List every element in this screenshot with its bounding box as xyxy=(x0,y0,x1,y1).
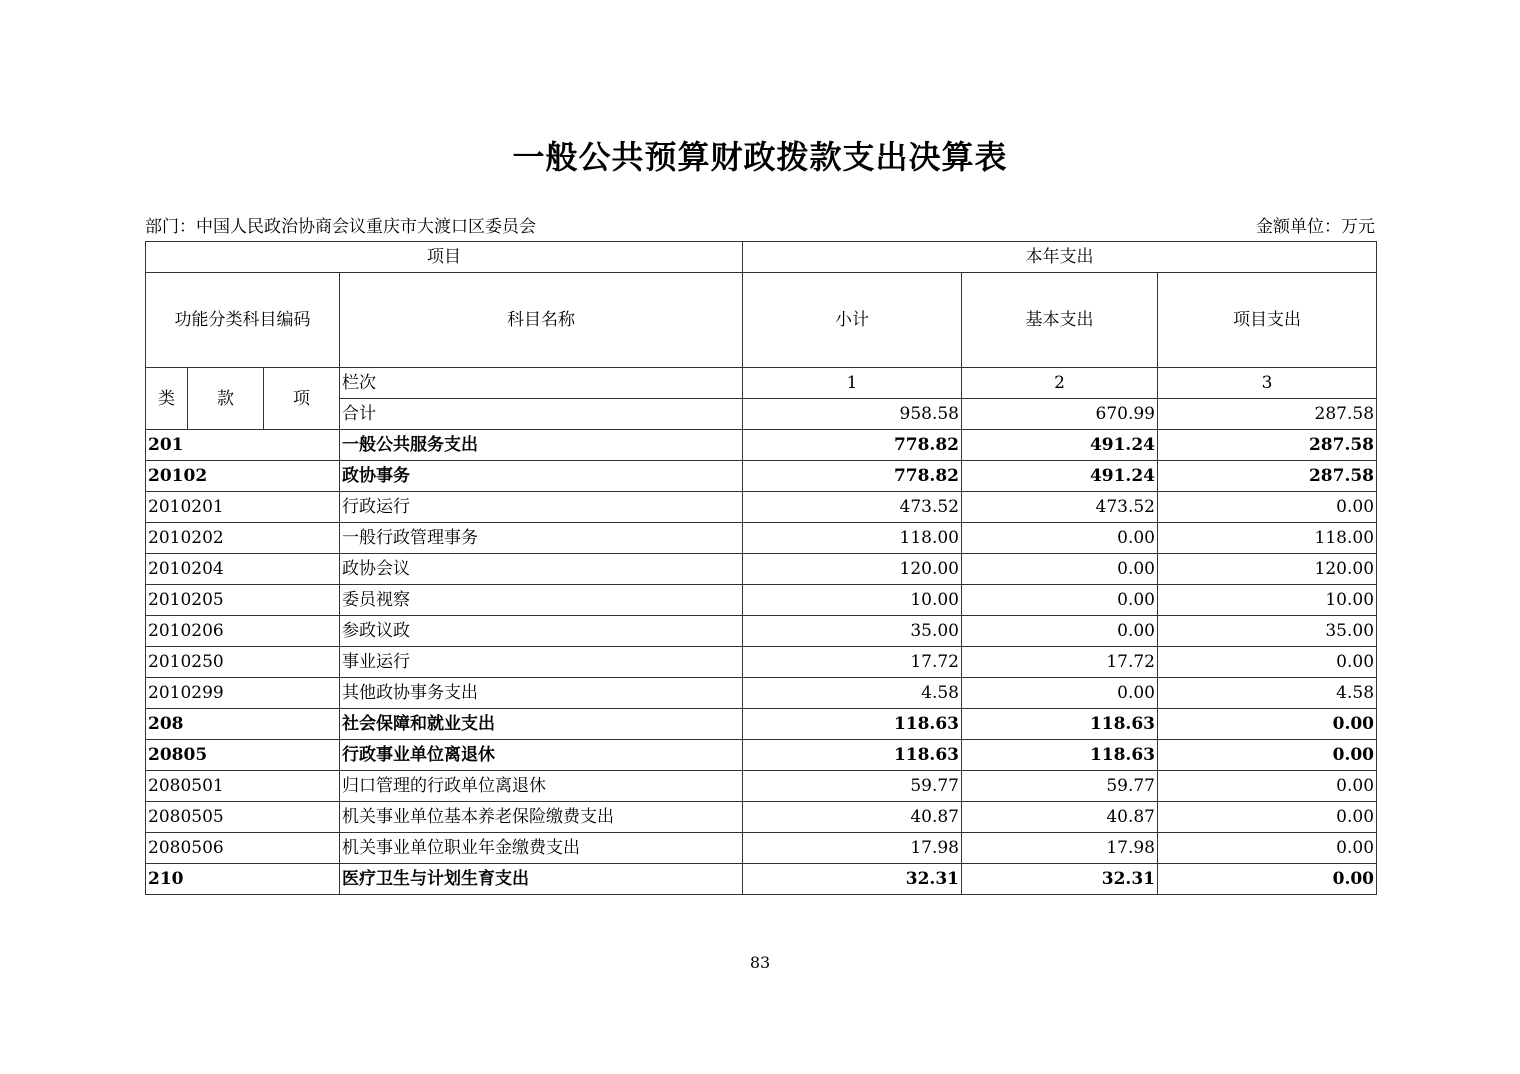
row-subtotal: 10.00 xyxy=(743,585,962,616)
row-code: 2010201 xyxy=(146,492,340,523)
unit-label: 金额单位：万元 xyxy=(1256,217,1375,237)
row-subtotal: 778.82 xyxy=(743,461,962,492)
row-subtotal: 35.00 xyxy=(743,616,962,647)
table-row xyxy=(146,833,1377,864)
row-code: 2010206 xyxy=(146,616,340,647)
row-code: 2010250 xyxy=(146,647,340,678)
row-code: 2080505 xyxy=(146,802,340,833)
row-code: 20805 xyxy=(146,740,340,771)
row-name: 其他政协事务支出 xyxy=(340,678,743,709)
header-subtotal: 小计 xyxy=(743,273,962,368)
row-name: 政协会议 xyxy=(340,554,743,585)
table-row xyxy=(146,647,1377,678)
row-name: 机关事业单位基本养老保险缴费支出 xyxy=(340,802,743,833)
row-name: 参政议政 xyxy=(340,616,743,647)
header-code: 功能分类科目编码 xyxy=(146,273,340,368)
row-code: 2010299 xyxy=(146,678,340,709)
header-col1: 1 xyxy=(743,368,962,399)
row-code: 20102 xyxy=(146,461,340,492)
row-subtotal: 17.72 xyxy=(743,647,962,678)
table-row xyxy=(146,585,1377,616)
row-subtotal: 17.98 xyxy=(743,833,962,864)
row-subtotal: 118.63 xyxy=(743,740,962,771)
total-basic: 670.99 xyxy=(962,399,1158,430)
row-code: 2080506 xyxy=(146,833,340,864)
table-row xyxy=(146,523,1377,554)
row-basic: 0.00 xyxy=(962,585,1158,616)
header-project: 项目 xyxy=(146,242,743,273)
row-name: 委员视察 xyxy=(340,585,743,616)
table-row xyxy=(146,461,1377,492)
row-subtotal: 32.31 xyxy=(743,864,962,895)
row-basic: 0.00 xyxy=(962,678,1158,709)
row-basic: 59.77 xyxy=(962,771,1158,802)
total-subtotal: 958.58 xyxy=(743,399,962,430)
row-basic: 0.00 xyxy=(962,616,1158,647)
page-number: 83 xyxy=(749,953,771,972)
row-basic: 0.00 xyxy=(962,523,1158,554)
row-subtotal: 59.77 xyxy=(743,771,962,802)
table-row xyxy=(146,802,1377,833)
row-project: 287.58 xyxy=(1158,430,1377,461)
total-label: 合计 xyxy=(340,399,743,430)
row-basic: 17.72 xyxy=(962,647,1158,678)
row-project: 0.00 xyxy=(1158,864,1377,895)
row-name: 归口管理的行政单位离退休 xyxy=(340,771,743,802)
row-project: 0.00 xyxy=(1158,833,1377,864)
row-name: 行政事业单位离退休 xyxy=(340,740,743,771)
row-basic: 0.00 xyxy=(962,554,1158,585)
table-row xyxy=(146,430,1377,461)
row-code: 2010204 xyxy=(146,554,340,585)
table-row xyxy=(146,492,1377,523)
row-project: 0.00 xyxy=(1158,771,1377,802)
row-basic: 491.24 xyxy=(962,430,1158,461)
total-project: 287.58 xyxy=(1158,399,1377,430)
row-code: 2010205 xyxy=(146,585,340,616)
row-name: 医疗卫生与计划生育支出 xyxy=(340,864,743,895)
header-row-1 xyxy=(146,242,1377,273)
row-basic: 17.98 xyxy=(962,833,1158,864)
table-row xyxy=(146,864,1377,895)
department-label: 部门：中国人民政治协商会议重庆市大渡口区委员会 xyxy=(145,217,536,237)
row-name: 社会保障和就业支出 xyxy=(340,709,743,740)
table-row xyxy=(146,616,1377,647)
table-row xyxy=(146,709,1377,740)
header-project-exp: 项目支出 xyxy=(1158,273,1377,368)
row-project: 0.00 xyxy=(1158,709,1377,740)
header-xiang: 项 xyxy=(264,368,340,430)
row-subtotal: 118.00 xyxy=(743,523,962,554)
row-basic: 32.31 xyxy=(962,864,1158,895)
table-row xyxy=(146,678,1377,709)
header-col3: 3 xyxy=(1158,368,1377,399)
row-project: 0.00 xyxy=(1158,802,1377,833)
row-name: 行政运行 xyxy=(340,492,743,523)
row-code: 210 xyxy=(146,864,340,895)
row-code: 2010202 xyxy=(146,523,340,554)
row-subtotal: 778.82 xyxy=(743,430,962,461)
table-row xyxy=(146,554,1377,585)
row-name: 一般公共服务支出 xyxy=(340,430,743,461)
header-row-3 xyxy=(146,368,1377,399)
row-subtotal: 473.52 xyxy=(743,492,962,523)
header-row-2 xyxy=(146,273,1377,368)
row-basic: 473.52 xyxy=(962,492,1158,523)
row-project: 287.58 xyxy=(1158,461,1377,492)
header-basic: 基本支出 xyxy=(962,273,1158,368)
row-project: 118.00 xyxy=(1158,523,1377,554)
row-basic: 491.24 xyxy=(962,461,1158,492)
row-basic: 118.63 xyxy=(962,709,1158,740)
row-name: 一般行政管理事务 xyxy=(340,523,743,554)
header-name: 科目名称 xyxy=(340,273,743,368)
header-column-no: 栏次 xyxy=(340,368,743,399)
row-subtotal: 40.87 xyxy=(743,802,962,833)
row-basic: 118.63 xyxy=(962,740,1158,771)
row-project: 35.00 xyxy=(1158,616,1377,647)
row-project: 0.00 xyxy=(1158,740,1377,771)
row-subtotal: 118.63 xyxy=(743,709,962,740)
row-project: 120.00 xyxy=(1158,554,1377,585)
row-project: 4.58 xyxy=(1158,678,1377,709)
header-lei: 类 xyxy=(146,368,188,430)
table-row xyxy=(146,771,1377,802)
row-code: 2080501 xyxy=(146,771,340,802)
header-current-year: 本年支出 xyxy=(743,242,1377,273)
table-row xyxy=(146,740,1377,771)
row-subtotal: 120.00 xyxy=(743,554,962,585)
budget-table xyxy=(145,241,1377,895)
row-code: 201 xyxy=(146,430,340,461)
row-project: 0.00 xyxy=(1158,492,1377,523)
row-name: 政协事务 xyxy=(340,461,743,492)
row-subtotal: 4.58 xyxy=(743,678,962,709)
row-project: 10.00 xyxy=(1158,585,1377,616)
row-code: 208 xyxy=(146,709,340,740)
header-col2: 2 xyxy=(962,368,1158,399)
header-kuan: 款 xyxy=(188,368,264,430)
row-project: 0.00 xyxy=(1158,647,1377,678)
page-title: 一般公共预算财政拨款支出决算表 xyxy=(512,138,1008,176)
row-basic: 40.87 xyxy=(962,802,1158,833)
row-name: 事业运行 xyxy=(340,647,743,678)
row-name: 机关事业单位职业年金缴费支出 xyxy=(340,833,743,864)
